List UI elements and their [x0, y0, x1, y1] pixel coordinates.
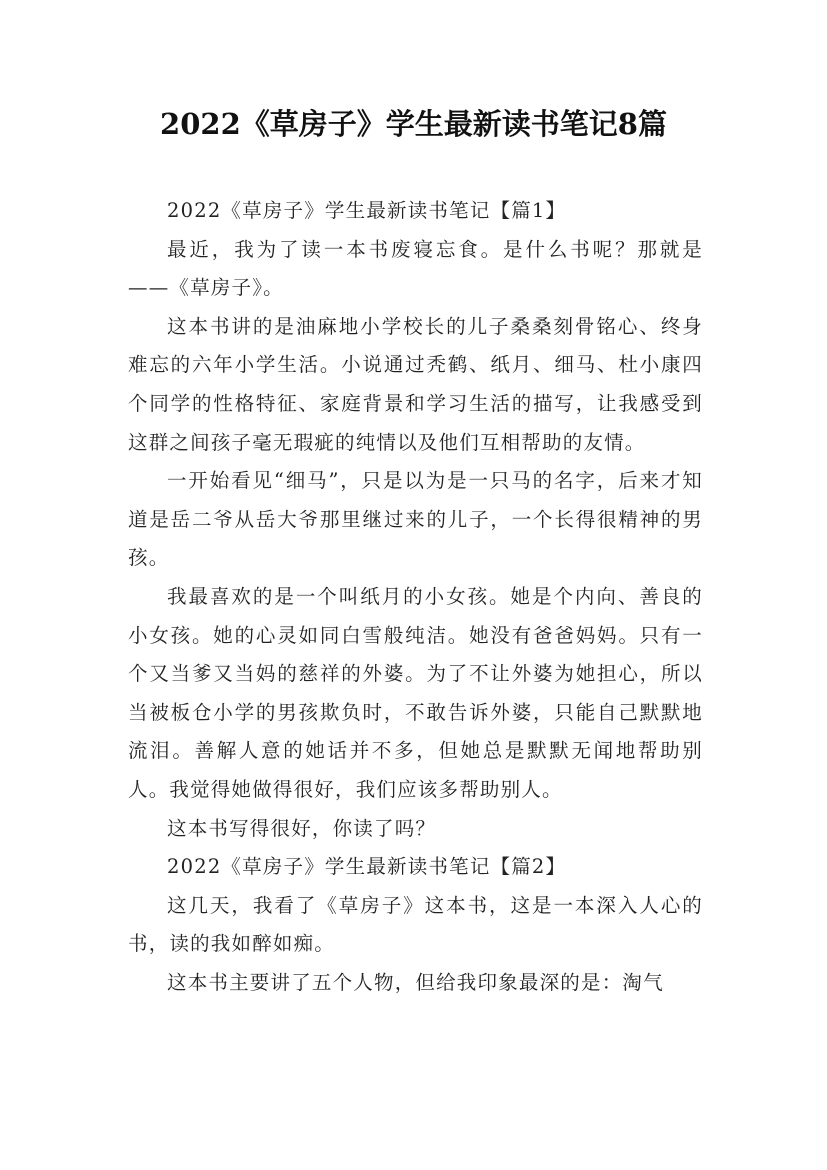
paragraph: 这几天，我看了《草房子》这本书，这是一本深入人心的书，读的我如醉如痴。: [128, 893, 703, 956]
paragraph: 这本书讲的是油麻地小学校长的儿子桑桑刻骨铭心、终身难忘的六年小学生活。小说通过秃鹤、纸月、细马、杜小康四个同学的性格特征、家庭背景和学习生活的描写，让我感受到这群之间孩子毫无瑕疵的纯情以及他们互相帮助的友情。: [128, 314, 703, 454]
paragraph: 最近，我为了读一本书废寝忘食。是什么书呢？那就是——《草房子》。: [128, 237, 703, 300]
section-heading-2: 2022《草房子》学生最新读书笔记【篇2】: [167, 855, 567, 879]
paragraph: 我最喜欢的是一个叫纸月的小女孩。她是个内向、善良的小女孩。她的心灵如同白雪般纯洁。她没有爸爸妈妈。只有一个又当爹又当妈的慈祥的外婆。为了不让外婆为她担心，所以当被板仓小学的男孩欺负时，不敢告诉外婆，只能自己默默地流泪。善解人意的她话并不多，但她总是默默无闻地帮助别人。我觉得她做得很好，我们应该多帮助别人。: [128, 584, 703, 801]
paragraph: 这本书写得很好，你读了吗？: [167, 816, 437, 840]
section-heading-1: 2022《草房子》学生最新读书笔记【篇1】: [167, 199, 567, 222]
paragraph: 这本书主要讲了五个人物，但给我印象最深的是：淘气: [167, 970, 664, 994]
document-body: [128, 192, 703, 1002]
document-title: 2022《草房子》学生最新读书笔记8篇: [160, 107, 667, 141]
paragraph: 一开始看见“细马”，只是以为是一只马的名字，后来才知道是岳二爷从岳大爷那里继过来的儿子，一个长得很精神的男孩。: [128, 469, 703, 570]
